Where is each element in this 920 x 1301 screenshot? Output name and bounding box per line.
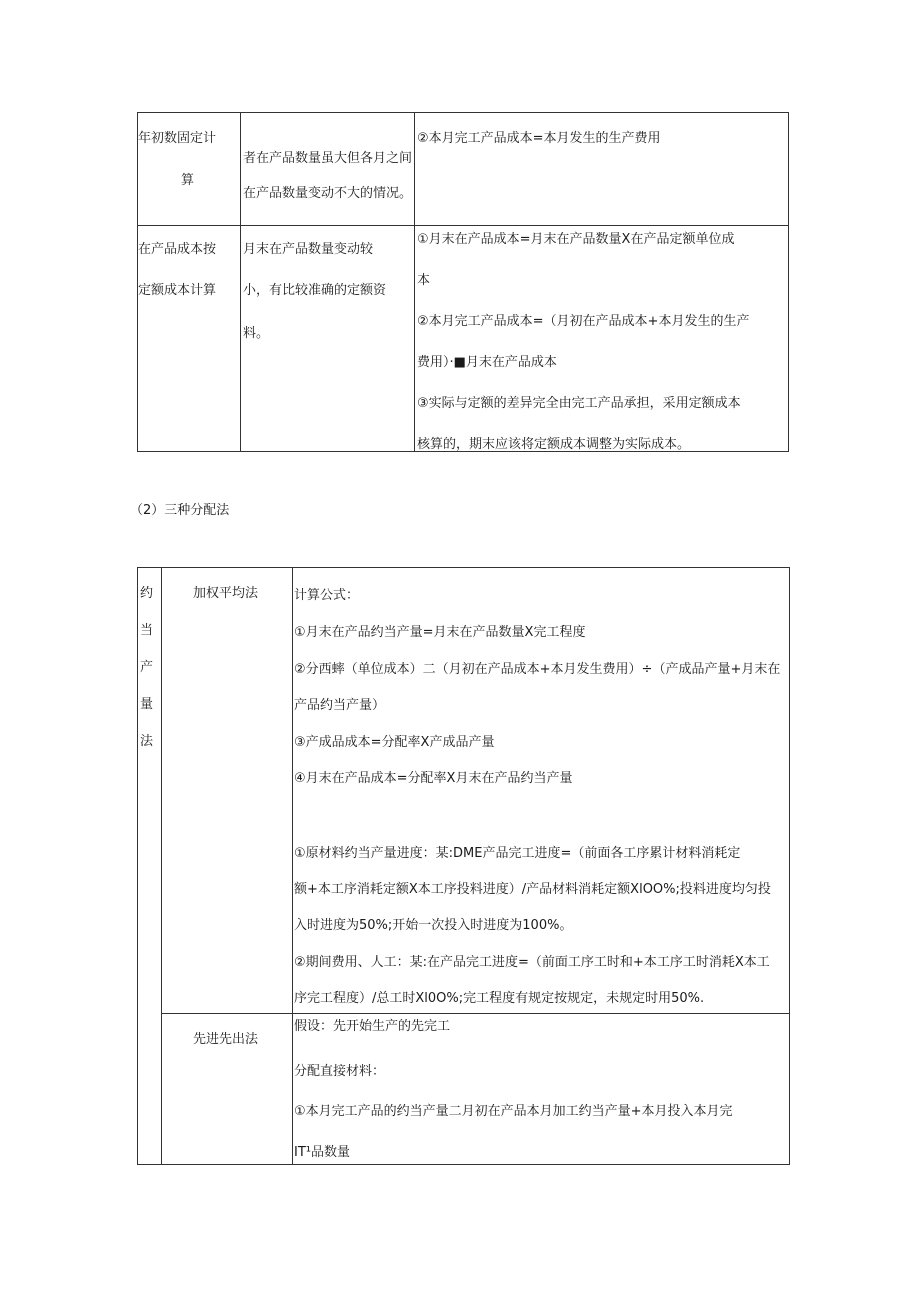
formula-text: 本 [417, 273, 431, 288]
condition-text: 小，有比较准确的定额资 [243, 283, 387, 298]
formula-text: ②期间费用、人工：某:在产品完工进度=（前面工序工时和+本工序工时消耗X本工 [294, 955, 770, 970]
formula-text: ③产成品成本=分配率X产成品产量 [294, 735, 495, 750]
formula-text: 产品约当产量） [294, 698, 386, 713]
table-2-col-divider-2 [292, 567, 293, 1165]
formula-text: ②分西蟀（单位成本）二（月初在产品成本+本月发生费用）÷（产成品产量+月末在 [294, 662, 781, 677]
table-1-col-divider-2 [414, 112, 415, 452]
section-heading: （2）三种分配法 [130, 503, 230, 518]
formula-text: 计算公式： [294, 588, 360, 603]
table-1-row-divider [137, 225, 789, 226]
table-2-left-border [137, 567, 138, 1165]
group-label-char: 约 [140, 586, 154, 601]
formula-text: 分配直接材料： [294, 1064, 386, 1079]
table-1-left-border [137, 112, 138, 452]
group-label-char: 法 [140, 734, 154, 749]
condition-text: 在产品数量变动不大的情况。 [243, 186, 413, 201]
method-name: 先进先出法 [193, 1032, 259, 1047]
formula-text: 入时进度为50%;开始一次投入时进度为100%。 [294, 918, 573, 933]
group-label-char: 量 [140, 697, 154, 712]
table-2-row-divider [161, 1013, 790, 1014]
table-1-col-divider-1 [240, 112, 241, 452]
formula-text: IT¹品数量 [294, 1145, 350, 1160]
method-name: 年初数固定计 [138, 131, 217, 146]
condition-text: 月末在产品数量变动较 [243, 242, 374, 257]
formula-text: 费用）·■月末在产品成本 [417, 355, 557, 370]
method-name: 定额成本计算 [138, 283, 217, 298]
method-name: 算 [181, 173, 195, 188]
table-1-right-border [788, 112, 789, 452]
formula-text: 序完工程度）/总工时Xl0O%;完工程度有规定按规定，未规定时用50%. [294, 991, 705, 1006]
formula-text: ①月末在产品成本=月末在产品数量X在产品定额单位成 [417, 232, 735, 247]
formula-text: 额+本工序消耗定额X本工序投料进度）/产品材料消耗定额XlOO%;投料进度均匀投 [294, 882, 771, 897]
table-2-bottom-border [137, 1164, 790, 1165]
formula-text: 假设：先开始生产的先完工 [294, 1019, 451, 1034]
table-2-top-border [137, 567, 790, 568]
method-name: 在产品成本按 [138, 242, 217, 257]
condition-text: 料。 [243, 326, 270, 341]
formula-text: ③实际与定额的差异完全由完工产品承担，采用定额成本 [417, 396, 741, 411]
formula-text: ②本月完工产品成本=（月初在产品成本+本月发生的生产 [417, 314, 750, 329]
group-label-char: 当 [140, 623, 154, 638]
table-2-right-border [789, 567, 790, 1165]
condition-text: 者在产品数量虽大但各月之间 [243, 151, 413, 166]
formula-text: ④月末在产品成本=分配率X月末在产品约当产量 [294, 771, 573, 786]
table-2-col-divider-1 [161, 567, 162, 1165]
formula-text: 核算的，期末应该将定额成本调整为实际成本。 [417, 437, 691, 452]
formula-text: ①原材料约当产量进度：某:DME产品完工进度=（前面各工序累计材料消耗定 [294, 846, 741, 861]
table-1-top-border [137, 112, 789, 113]
formula-text: ①本月完工产品的约当产量二月初在产品本月加工约当产量+本月投入本月完 [294, 1104, 733, 1119]
group-label-char: 产 [140, 660, 154, 675]
formula-text: ②本月完工产品成本=本月发生的生产费用 [417, 131, 661, 146]
method-name: 加权平均法 [193, 586, 259, 601]
formula-text: ①月末在产品约当产量=月末在产品数量X完工程度 [294, 625, 586, 640]
